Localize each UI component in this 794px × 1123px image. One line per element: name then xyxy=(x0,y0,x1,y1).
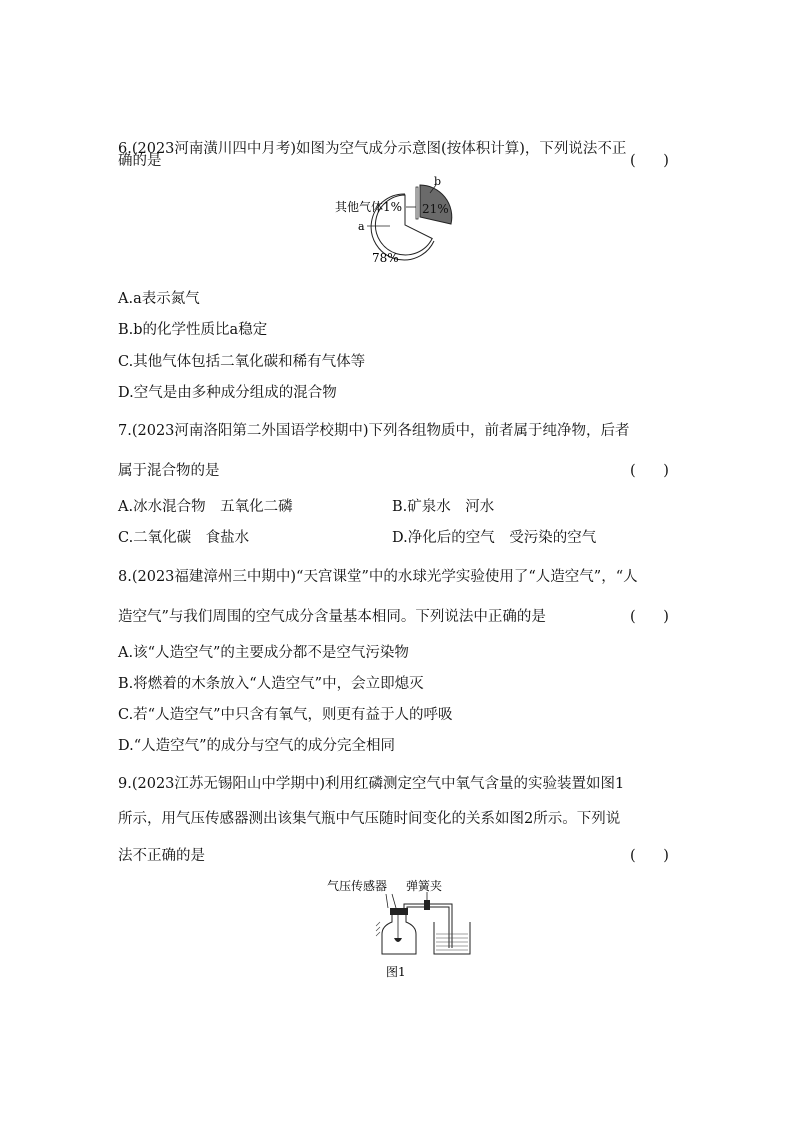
q9-stem-line3: 法不正确的是 xyxy=(118,848,205,864)
label-pressure-sensor: 气压传感器 xyxy=(327,879,388,893)
air-composition-pie xyxy=(320,175,470,285)
label-spring-clip: 弹簧夹 xyxy=(406,879,443,893)
q6-option-b: B.b的化学性质比a稳定 xyxy=(118,322,268,338)
q7-stem-line2: 属于混合物的是 xyxy=(118,463,220,479)
q6-stem-line2: 确的是 xyxy=(118,153,162,169)
q7-option-d: D.净化后的空气 受污染的空气 xyxy=(392,530,597,546)
pie-slice-other xyxy=(416,187,418,219)
q8-option-d: D.“人造空气”的成分与空气的成分完全相同 xyxy=(118,738,396,754)
pie-label-other: 其他气体1% xyxy=(335,200,403,214)
stopper-icon xyxy=(390,908,408,915)
q9-stem-line2: 所示，用气压传感器测出该集气瓶中气压随时间变化的关系如图2所示。下列说 xyxy=(118,811,621,827)
q8-option-b: B.将燃着的木条放入“人造空气”中，会立即熄灭 xyxy=(118,676,424,692)
q6-answer-paren: ( ) xyxy=(630,153,669,169)
figure-caption: 图1 xyxy=(386,965,406,979)
pie-label-78: 78% xyxy=(372,251,399,265)
q8-option-c: C.若“人造空气”中只含有氧气，则更有益于人的呼吸 xyxy=(118,707,453,723)
gas-bottle-icon xyxy=(382,915,416,954)
q7-option-a: A.冰水混合物 五氧化二磷 xyxy=(118,499,293,515)
q6-option-c: C.其他气体包括二氧化碳和稀有气体等 xyxy=(118,354,366,370)
pie-label-a: a xyxy=(358,220,365,233)
q7-option-c: C.二氧化碳 食盐水 xyxy=(118,530,250,546)
q6-option-d: D.空气是由多种成分组成的混合物 xyxy=(118,385,337,401)
q6-option-a: A.a表示氮气 xyxy=(118,291,200,307)
q8-stem-line1: 8.(2023福建漳州三中期中)“天宫课堂”中的水球光学实验使用了“人造空气”，“人 xyxy=(118,569,638,585)
q8-answer-paren: ( ) xyxy=(630,609,669,625)
q8-option-a: A.该“人造空气”的主要成分都不是空气污染物 xyxy=(118,645,409,661)
experiment-apparatus-figure xyxy=(320,876,480,988)
q8-stem-line2: 造空气”与我们周围的空气成分含量基本相同。下列说法中正确的是 xyxy=(118,609,546,625)
q9-answer-paren: ( ) xyxy=(630,848,669,864)
q7-answer-paren: ( ) xyxy=(630,463,669,479)
pie-label-21: 21% xyxy=(422,202,449,216)
pie-label-b: b xyxy=(434,175,442,188)
q7-option-b: B.矿泉水 河水 xyxy=(392,499,495,515)
spring-clip-icon xyxy=(424,900,430,910)
q7-stem-line1: 7.(2023河南洛阳第二外国语学校期中)下列各组物质中，前者属于纯净物，后者 xyxy=(118,423,630,439)
q6-stem-line1: 6.(2023河南潢川四中月考)如图为空气成分示意图(按体积计算)，下列说法不正 xyxy=(118,141,627,157)
q9-stem-line1: 9.(2023江苏无锡阳山中学期中)利用红磷测定空气中氧气含量的实验装置如图1 xyxy=(118,776,625,792)
